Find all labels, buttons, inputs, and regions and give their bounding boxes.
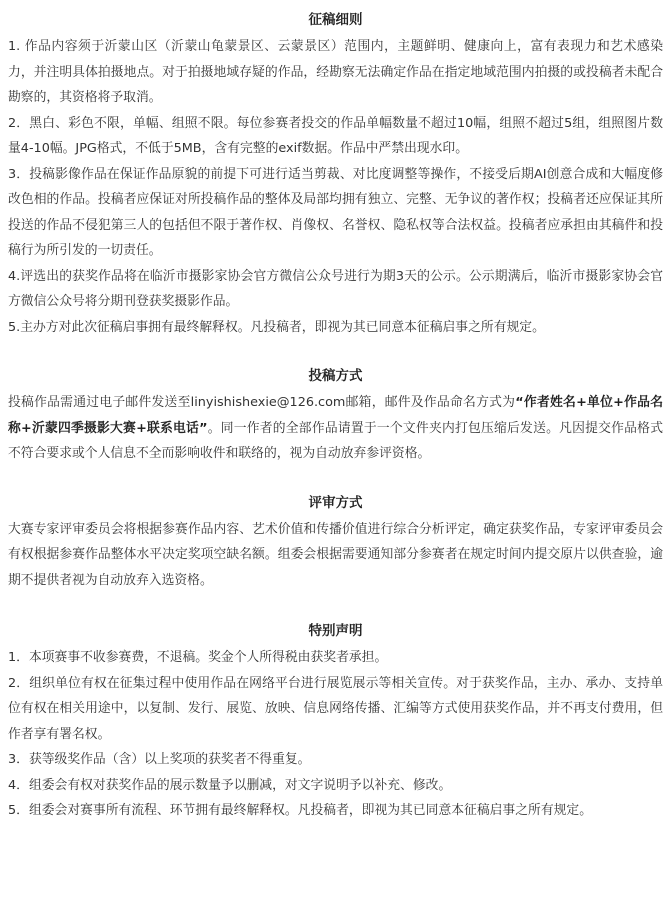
submission-text-after: 。同一作者的全部作品请置于一个文件夹内打包压缩后发送。凡因提交作品格式不符合要求或个人信息不全而影响收件和联络的，视为自动放弃参评资格。	[8, 420, 663, 461]
section-spacer	[8, 340, 663, 366]
section-title: 特别声明	[308, 623, 363, 639]
rule-paragraph-2: 2．黑白、彩色不限，单幅、组照不限。每位参赛者投交的作品单幅数量不超过10幅，组照不超过5组，组照图片数量4-10幅。JPG格式，不低于5MB，含有完整的exif数据。作品中严禁出现水印。	[8, 115, 663, 156]
naming-format-text: “作者姓名+单位+作品名称+沂蒙四季摄影大赛+联系电话”	[8, 395, 664, 436]
rule-paragraph-4: 4.评选出的获奖作品将在临沂市摄影家协会官方微信公众号进行为期3天的公示。公示期满后，临沂市摄影家协会官方微信公众号将分期刊登获奖摄影作品。	[8, 268, 663, 309]
section-title: 投稿方式	[308, 368, 363, 384]
section-title: 征稿细则	[308, 12, 363, 28]
section-special-statement	[8, 621, 663, 824]
review-paragraph: 大赛专家评审委员会将根据参赛作品内容、艺术价值和传播价值进行综合分析评定，确定获奖作品，专家评审委员会有权根据参赛作品整体水平决定奖项空缺名额。组委会根据需要通知部分参赛者在规定时间内提交原片以供查验，逾期不提供者视为自动放弃入选资格。	[8, 521, 663, 588]
rule-paragraph-1: 1. 作品内容须于沂蒙山区（沂蒙山龟蒙景区、云蒙景区）范围内，主题鲜明、健康向上，富有表现力和艺术感染力，并注明具体拍摄地点。对于拍摄地域存疑的作品，经勘察无法确定作品在指定地域范围内拍摄的或投稿者未配合勘察的，其资格将予取消。	[8, 39, 663, 105]
statement-paragraph-1: 1．本项赛事不收参赛费，不退稿。奖金个人所得税由获奖者承担。	[8, 650, 388, 665]
section-spacer	[8, 467, 663, 493]
statement-paragraph-2: 2．组织单位有权在征集过程中使用作品在网络平台进行展览展示等相关宣传。对于获奖作品，主办、承办、支持单位有权在相关用途中，以复制、发行、展览、放映、信息网络传播、汇编等方式使用获奖作品，并不再支付费用，但作者享有署名权。	[8, 675, 663, 742]
section-title: 评审方式	[308, 494, 363, 511]
submission-text-before: 投稿作品需通过电子邮件发送至linyishishexie@126.com邮箱，邮件及作品命名方式为	[8, 395, 516, 410]
statement-paragraph-3: 3．获等级奖作品（含）以上奖项的获奖者不得重复。	[8, 752, 311, 767]
submission-method-paragraph	[8, 390, 663, 467]
statement-paragraph-4: 4．组委会有权对获奖作品的展示数量予以删减，对文字说明予以补充、修改。	[8, 777, 452, 793]
section-spacer	[8, 593, 663, 621]
statement-paragraph-5: 5．组委会对赛事所有流程、环节拥有最终解释权。凡投稿者，即视为其已同意本征稿启事之所有规定。	[8, 803, 593, 818]
rule-paragraph-3: 3．投稿影像作品在保证作品原貌的前提下可进行适当剪裁、对比度调整等操作，不接受后期AI创意合成和大幅度修改色相的作品。投稿者应保证对所投稿作品的整体及局部均拥有独立、完整、无争议的著作权；投稿者还应保证其所投送的作品不侵犯第三人的包括但不限于著作权、肖像权、名誉权、隐私权等合法权益。投稿者应承担由其稿件和投稿行为所引发的一切责任。	[8, 166, 663, 258]
section-review-method	[8, 493, 663, 594]
section-submission-rules	[8, 10, 663, 340]
rule-paragraph-5: 5.主办方对此次征稿启事拥有最终解释权。凡投稿者，即视为其已同意本征稿启事之所有规定。	[8, 319, 545, 335]
section-submission-method	[8, 366, 663, 467]
